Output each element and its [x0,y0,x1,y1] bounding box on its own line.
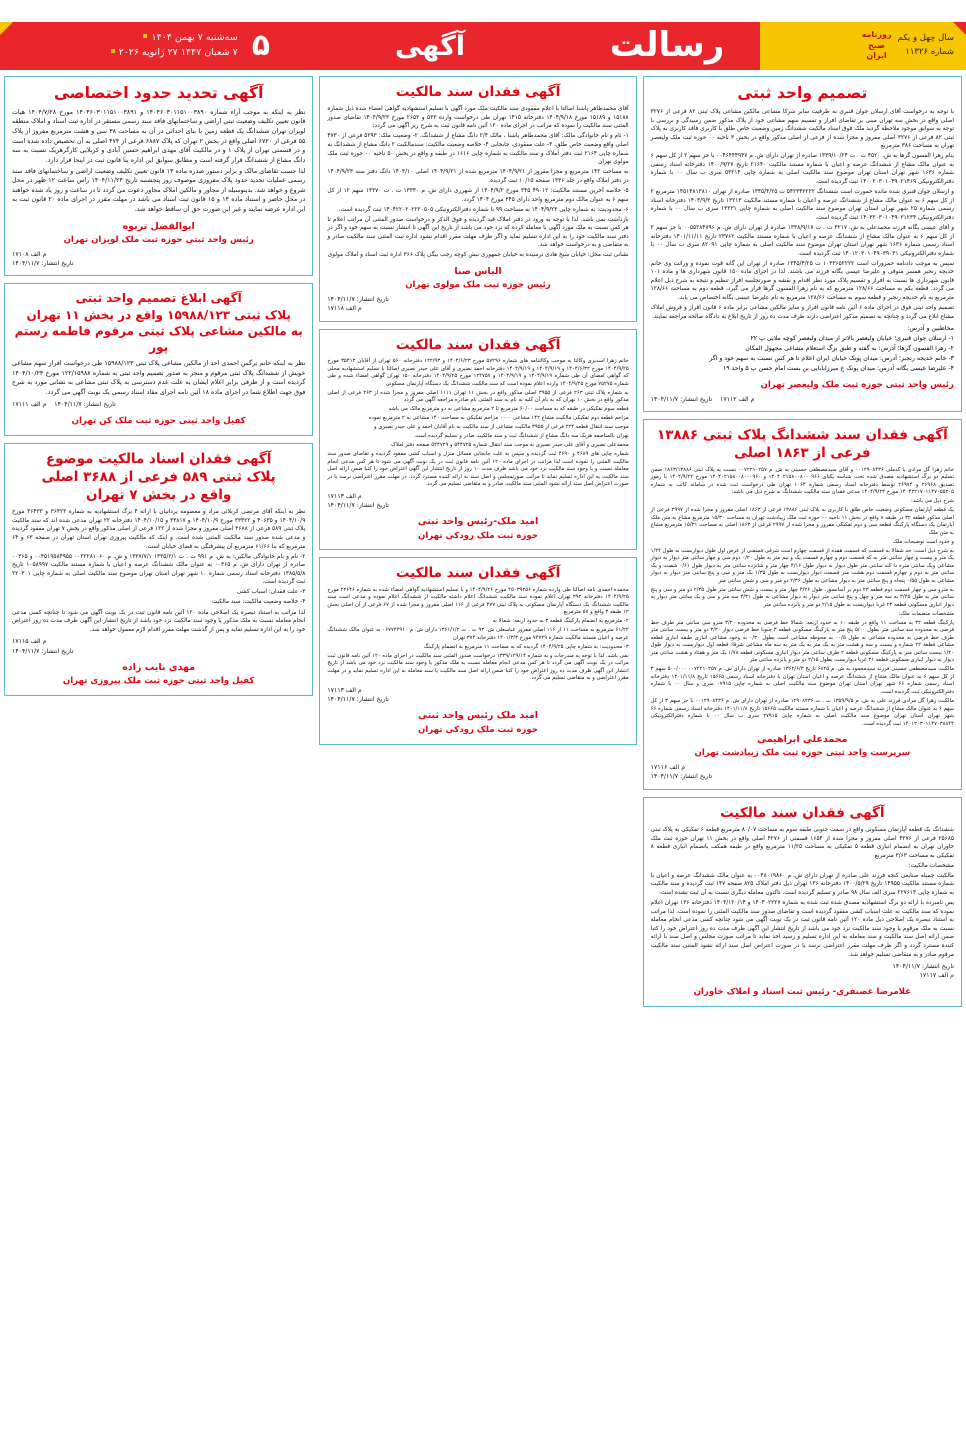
notice-stamps [651,395,954,404]
address-item: ۲- زهرا الفسون گرها؛ آدرس: به گفته و طبق برگ استعلام مشاعی مجهول المکان [745,345,954,353]
corner-decoration-icon [0,22,13,35]
notice-stamps [651,962,954,981]
notice-paragraph: سپس به موجب دادنامه حمرورات است ۱۰۳۳۶۵۲۲۲۲ ت ۱۳۴۵/۴/۲۵ صادره از تهران این گانه قوت نموده و وراثت وی خانم خدیجه رنجبر همسر متوفی و علیرضا عیسی یگانه فرزند می باشند. لذا در اجرای ماده ۱۵۰ قانون شهرداری ها و ماده ۱۰۱ قانون شهرداری ها نسبت به افراز و تقسیم پلاک مورد نظر اقدام و نقشه و صورتجلسه افراز تنظیم و نتیجه به شرح ذیل اعلام می گردد. قطعه یکم به مساحت ۱۲۸/۶۶ مترمربع که به نام زهرا الفسون گرها قرار می گیرد، قطعه دوم به مساحت ۱۲۸/۶۶ مترمربع به نام خدیجه رنجبر و قطعه سوم به مساحت ۱۲۸/۶۶ مترمربع به نام علیرضا عیسی یگانه اختصاص می یابد. [650,260,955,302]
stamp-ref: م الف ۱۷۱۱۱ [12,401,47,409]
notice-paragraph: ۵- خلاصه آخرین مستند مالکیت: ۴۹۰۱۲ ۳۴۵ مورخ ۱۴۰۴/۹/۲ از شهرری دارای ش. م ۱۳۳۴۰ ت . ت ۱۳۳۷۰ سهم ۱۲ از کل سهم ۶ به عنوان مالک دوم مترمربع واحد دارای ۳۴۵ مورخ ۱۴۰۴ گردد. [327,187,629,203]
stamp-date: تاریخ انتشار: ۱۴۰۴/۱۱/۷ [327,296,389,304]
address-item: ۱- ارسلان جوان قنبری؛ خیابان ولیعصر بالاتر از میدان ولیعصر کوچه ملایی پ ۲۲ [750,335,954,343]
notice-signature [327,515,628,542]
address-heading: مخاطبین و آدرس: [907,325,954,333]
stamp-ref: م الف ۱۷۱۱۳ [327,492,362,500]
notice-paragraph: ۶۱/۲۲ مترمربع به مساحت ۱۱ از ۱۱۶ اصلی مفروز عباسعلی ش. ۹۳ ت . ت ۱۳۶۱/۱/۲ دارای ش. م ۰۶۷۷۴۴۹۱۰ به عنوان مالک ششدانگ عرصه و اعیان مستند مالکیت شماره ۷۴۷۲۹ مورخ ۱۴۰۱/۳/۳ دفترخانه ۳۷۴ تهران [327,627,629,641]
notice-paragraph: بازداشت نمی باشد. لذا با توجه به ورود در دفتر املاک قید گردیده و فوق الذکر و درخواست صدور المثنی آن مراتب اعلام تا هر کس نسبت به ملک مورد آگهی یا معامله کرده که نزد خود می باشد از تاریخ این آگهی تا انتشار نسبت به سهم خود و اگر در دفتر سند مالکیت خود را به این اداره تسلیم نماید و اگر ظرف مهلت مقرر اقدام نشود اداره ثبت المثنی سند مالکیت صادر و به متقاضی و به درخواست خواهد شد. [327,216,629,249]
signature-name: مهدی نایب زاده [122,661,196,673]
classified-columns [4,76,962,1436]
signature-role: غلامرضا غضنفری- رئیس ثبت اسناد و املاک خاوران [693,986,912,997]
notice-paragraph: ۴- خلاصه وضعیت مالکیت: سند مالکیت [211,599,306,606]
notice-paragraph: موجب سند انتقال قطعه ۲۲۴ فرعی از ۳۹۵۵ مالکیت مشاعی از سند مالکیت به نام آقایان احمد و علی حیدر نصیری و [374,424,629,431]
notice-title-line: پلاک ثبتی ۱۵۹۸۸/۱۲۳ واقع در بخش ۱۱ تهران [26,307,291,322]
corner-decoration-icon [953,22,966,35]
notice-body [12,508,305,634]
signature-role: کفیل واحد ثبتی حوزه ثبت ملک کن تهران [71,415,246,426]
stamp-ref: م الف ۱۷۱۰۸ [12,250,47,258]
stamp-ref: م الف ۱۷۱۱۵ [12,638,47,646]
notice-paragraph: لذا حسب تقاضای مالک و برابر دستور صدره ماده ۱۳ قانون تعیین تکلیف وضعیت اراضی و ساختمانهای فاقد سند رسمی عملیات تحدید حدود پلاک مفروزی موصوف روز پنجشنبه تاریخ ۱۴۰۴/۱۱/۲۴ راس ساعت ۱۲ ظهر در محل شروع و خواهد شد. بدینوسیله از مجاور و مالکین املاک مجاور دعوت می گردد تا در ساعت و روز یاد شده خواهند در محل حاضر و استناد ماده ۱۴ و ۱۵ قانون ثبت اسناد می باشد در مهلت مقرر در اجرای ماده ۲۰ قانون ثبت به این اداره عرضه نمایند و غیر این صورت حق آن ساقط خواهد شد. [12,167,306,214]
notice-paragraph: مزاحم قطعه دوم تفکیکی مالکیت مشاع ۱۴۲ مشاعی ۰۰۰۰ مزاحم تفکیکی به مساحت ۱۴۰ مشاعی به ۲ مترمربع نموده [368,415,629,422]
date-lines [107,31,238,60]
notice-paragraph: به شرح ذیل است: حد شمالا به قسمت که قسمت هفده از قسمت چهارم است شرقی قسمتی از عرض اول طول دیواریست به طول ۱/۲۴ یک متر و بیست و چهار سانتی متر به که قسمت دوم و چهارم قسمت یک و نیم متر به طول ۰/۲۰ دوم سی و چهار سانتی متر دیوار به دیوار مشاعی ویک سانتی متره دا کند سانتی متر طول دیوار به دیوار طول ۴/۱۶ چهار متر و شانزده سانتی متر به دیوار طول ۰/۶۱ شصت و یک سانتی متر به دوم و چهارم قسمت دوم هشت متر قسمت دیوار دیواریست به طول ۱/۳۵ یک متر و سی و پنج سانتی متر دیوار به دیوار مشاعی به طول ۰/۵۵ پنجاه و پنج سانتی متر به دیوار مشاعی به طول ۲/۳۶ دو متر و سی و شش سانتی متر [650,547,955,584]
signature-name: ابوالفضل تربوه [122,220,195,232]
stamp-ref: م الف ۱۷۱۱۸ [327,305,362,313]
address-item: ۳- خانم خدیجه رنجبر؛ آدرس: میدان پونک خیابان ایران اعلام تا هر کس نسبت به سهم خود و اگر [709,355,954,363]
notice-title-block [12,290,305,355]
notice-signature [12,415,305,428]
notice-paragraph: ۲- نام و نام خانوادگی مالکین: به ش. م ۹۹۱ ت . ت ۱۳۳۵/۲/۱ ۱۳۲۷/۷/۱ و ش. م ۰۰۳۲۲۸۱۰۶۰ ۰۰۴۵۱۹۵۸۴۹۵۵ و ۰۰۳۶۵ صادره از تهران دارای ش. م ۰۰۳۶۵ به عنوان مالک ششدانگ عرصه و اعیان با شماره مستند مالکیت ۱۰۵۸۹۹۷ تاریخ ۱۳۸۵/۵/۸ دفترخانه اسناد رسمی شماره ۱۰ شهر تهران استان تهران موضوع سند مالکیت اصلی به شماره چاپی ۲۲۰۳۰۱ ثبت گردیده است. [12,553,306,586]
notice-body [327,358,628,489]
notice-paragraph: با توجه به درخواست آقای ارسلان جوان قنبری به طرفیت سایر شرکا مشاعی مالکین مشاعی پلاک ثبتی ۸۲ فرعی از ۳۲۷۶ اصلی واقع در بخش سه تهران مبنی بر تقاضای افراز و تقسیم سهم مشاعی خود از پلاک مذکور ضمن رسیدگی و بررسی با توجه به سوابق موجود ملاحظه گردید ملک فوق اسناد مالکیت ششدانگ زمین وضعیت خاص طلق با کاربری فاقد کاربری به پلاک ثبتی ۸۲ فرعی از ۳۲۷۶ اصلی مفروز و مجزا شده از فرعی از اصلی مذکور واقع در بخش ۳ ناحیه ۰۰ حوزه ثبت ملک ولیعصر تهران به مساحت ۳۸۶ مترمربع [650,108,955,150]
notice-address-list [651,324,954,374]
notice-title-line: پلاک ثبتی ۵۸۹ فرعی از ۳۶۸۸ اصلی [41,468,276,485]
bullet-icon [111,49,115,53]
notice-paragraph: آقای محمدطاهر پاشنا اصالتا با اعلام مفقودی سند مالکیت ملک مورد آگهی با تسلیم استشهادیه گواهی امضاء شده ذیل شماره ۱۵۱۸۸ و ۱۵۱۸۹ مورخ ۱۴۰۴/۹/۱۸ دفترخانه ۱۴۱۵ تهران طی درخواست وارده ۵۲۳ و ۲۶۵۲ مورخ ۱۴۰۴/۹/۲۳ تقاضای صدور المثنی سند مالکیت را نموده که مراتب در اجرای ماده ۱۲۰ آئین نامه قانون ثبت به شرح زیر آگهی می گردد: [327,106,629,130]
signature-role: رئیس واحد ثبتی حوزه ثبت ملک لویزان تهران [63,234,254,245]
notice-paragraph: ۳- علت فقدان: اسباب کشی [236,589,306,596]
year-label: سال چهل و یکم [897,33,954,44]
signature-role: حوزه ثبت ملک رودکی تهران [418,724,538,735]
notice-body [651,826,954,959]
brand-banner [574,22,760,70]
notice-paragraph: محمدعلی نصیری و آقای علی حیدر نصیری به موجب سند انتقال شماره ۵۴۴۷۲۵ و ۵۴۴۷۲۹ صفحه دفتر املاک [391,442,629,449]
notice-stamps [12,637,305,656]
notice-paragraph: ۱- نام و نام خانوادگی مالک: آقای محمدطاهر پاشنا ، مالک ۲/۴ دانگ مشاع از ششدانگ، ۲- وضعیت ملک: ۵۲۹۳ فرعی از ۴۷۳۰ اصلی واقع وضعیت خاص طلق، ۳- علت مفقودی، جابجایی ۴- خلاصه وضعیت مالکیت: سندمالکیت ۲ دانگ مشاع از ششدانگ به شماره چاپی ۲۱۶۴ ثبت دفتر املاک و سند مالکیت به شماره چاپی ۱۶۱۶ در طبقه و واقع در بخش ۵۰ ناحیه ۰۰ حوزه ثبت ملک مولوی تهران [327,133,629,166]
paper-logo-line-1: روزنامه [861,29,892,39]
paper-logo [862,30,892,62]
notice-body [327,587,628,683]
notice-body [651,108,954,321]
notice-paragraph: مالکیت سیدمصطفی حسینی فرزند سیدمحمود به ش. م ۶۸۲۵ تاریخ ۱۳۶۲/۶/۳ صادره از تهران دارای ش. م ۰۰۷۲۲۱۰۲۵۷ ۵۰۰/۰۰۰ سهم ۳ از کل سهم ۶ به عنوان مالک مشاع از ششدانگ عرصه و اعیان استان تهران با دفترخانه اسناد رسمی ۱۵۶۶۵ تاریخ ۱۴۰۱/۱۱/۸ دفترخانه اسناد رسمی شماره ۶۶ شهر تهران استان تهران موضوع سند مالکیت اصلی به شماره چاپی ۰۷۹۱۵ سری و سال ۰۰ با شماره دفترالکترونیکی ثبت گردیده است. [650,666,955,695]
notice-paragraph: ششدانگ یک قطعه آپارتمان مسکونی واقع در سمت جنوبی طبقه سوم به مساحت ۸۰/۰۷ مترمربع قطعه ۶ تفکیکی به پلاک ثبتی ۲۵۶۸۵ فرعی از ۴۲۷۶ اصلی مفروز و مجزا شده از ۱۶۵۴ قسمتی از ۴۲۷۶ اصلی واقع در بخش ۱۱ تهران حوزه ثبت ملک خاوران تهران به انضمام انباری قطعه ۵ تفکیکی به مساحت ۱۱/۲۵ مترمربع واقع در طبقه همکف بانضمام انباری قطعه ۸ تفکیکی به مساحت ۳/۶۳ مترمربع [650,827,955,859]
stamp-ref: م الف ۱۷۱۱۳ [327,686,362,694]
notice-paragraph: و ارسلان جوان قنبری شده مانده حمورت است ششدانگ ۵۴۲۳۴۲۲۲۲ ت ۱۳۴۵/۴/۲۵ صادره از تهران ۱۴۵۱۴۸۱۳۸۱۰ مترمربع ۲ از کل سهم ۶ به عنوان مالک مشاع از ششدانگ عرصه و اعیان با شماره مستند مالکیت ۱۳۲۱۳ تاریخ ۱۴۰۳/۹/۳ دفترخانه اسناد رسمی شماره ۲۵ شهر تهران استان تهران موضوع سند مالکیت اصلی به شماره چاپی ۱۳۲۳۱ سری ب سال ۰۰ با شماره دفترالکترونیکی ۱۴۰۳۲۰۳۰۱۰۴۹۰۳۱۲۳۴ ثبت گردیده است. [650,189,954,221]
signature-name: محمدعلی ابراهیمی [757,734,848,746]
notice-paragraph: خانم زهرا گل مرادی با کدملی ۰۰۱۲۹۰۸۴۳۶ و آقای سیدمصطفی حسینی به ش. م ۰۰۷۲۲۱۰۲۵۷ نسبت به پلاک ثبتی ۱۸۶۳/۱۳۸۸۶ ضمن تسلیم دو برگ استشهادیه مصدق شده تحت شناسه یکتای ۱۴۰۴۰۲۱۵۸۰۰۸۰۰۰۹۶۶ و ۱۴۰۴۰۲۱۵۸۰۰۸۰۰۰۹۶۰ مورخ ۱۴۰۴/۹/۲۲ با رموز تصدیق ۲۶۹۶۸ و ۲۶۹۷۴ توسط دفترخانه اسناد رسمی شماره ۱۰۶۴ تهران طی درخواست ثبت شده در سامانه کاتب به شماره ۱۴۰۴۲۲۱۷۰۱۱۴۷۰۵۵۳۰۵ مورخ ۱۴۰۴/۹/۲۳ مدعی فقدان سند مالکیت ششدانگ به شرح ذیل می باشد: [650,466,955,496]
date-solar: سه‌شنبه ۷ بهمن ۱۴۰۴ [151,32,238,44]
signature-role: سرپرست واحد ثبتی حوزه ثبت ملک زیبادشت تهران [694,748,911,759]
section-title: آگهی [394,30,466,62]
notice-card [319,329,636,551]
notice-paragraph: لذا مراتب به استناد تبصره یک اصلاحی ماده ۱۲۰ آئین نامه قانون ثبت در یک نوبت آگهی می شود تا چنانچه کسی مدعی انجام معامله نسبت به ملک مذکور یا وجود سند مالکیت نزد خود باشد از تاریخ انتشار این آگهی ظرف مدت ده روز اعتراض خود را به این اداره تسلیم نماید و پس از گذشت مهلت مقرر اقدام لازم معمول خواهد شد. [12,609,306,633]
notice-card [319,557,636,744]
paper-logo-line-3: ایران [866,51,887,61]
notice-signature [651,733,954,760]
stamp-date: تاریخ انتشار: ۱۴۰۴/۱۱/۷ [54,401,116,409]
notice-paragraph: پس نامبرده با ارائه دو برگ استشهادیه مصدق شده ثبت شده به شماره ۱۴۰۴۰۲۲۲۷ و ۱۴۰۴/۱۲۰/۱۴ دفترخانه ۱۳۶ تهران اعلام نموده که سند مالکیت به علت اسباب کشی مفقود گردیده است و تقاضای صدور سند مالکیت المثنی را نموده است. لذا مراتب به استناد تبصره یک اصلاحی ذیل ماده ۱۲۰ آئین نامه قانون ثبت در یک نوبت آگهی می شود چنانچه کسی مدعی انجام معامله نسبت به ملک مرقوم یا وجود سند مالکیت نزد خود می باشد از تاریخ انتشار این آگهی ظرف مدت ده روز اعتراض خود را کتبا ضمن ارائه اصل سند مالکیت و سند معامله به این اداره تسلیم و رسید اخذ نماید تا مراتب صورت مجلس و اصل سند با ارائه کننده مسترد گردد و اگر ظرف مهلت مقرر اعتراضی نرسد یا در صورت اعتراض اصل سند ارائه نشود المثنی سند مالکیت مرقوم صادر و به متقاضی تسلیم خواهد شد. [650,900,954,958]
notice-stamps [327,295,628,314]
signature-name: امید ملک رئیس واحد ثبتی [418,710,538,722]
column-2 [319,76,636,1436]
address-item: ۴- علیرضا عیسی یگانه آدرس: میدان پونک خ میرزابابایی بن بست امام حسن پ ۵ واحد ۱۹ [722,364,954,372]
column-1 [643,76,962,1436]
notice-paragraph: ۶- محدودیت: به شماره چاپی ۱۴۰۴/۹/۲۳ به مساحت ۹۹ با شماره دفترالکترونیکی ۱۴۰۴۲۲۰۲۰۲۲۲۰۵۰۵ ثبت گردیده است. [338,206,629,213]
notice-paragraph: مشخصات منضمات ملک: [898,610,954,617]
paper-logo-line-2: صبح [868,40,885,50]
notice-title: آگهی تحدید حدود اختصاصی [53,84,264,102]
notice-card [643,419,962,790]
notice-paragraph: ۲- مترمربع به انضمام پارکینگ قطعه ۳ به حدود اربعه: شمالا به [492,618,629,625]
issue-info-block [760,22,966,70]
notice-paragraph: مالکیت جمیله صنایعی کنجه فرزند علی صادره از تهران دارای ش. م ۰۰۴۸۰۱۹۸۶۰ به عنوان مالک ششدانگ عرصه و اعیان با شماره مستند مالکیت ۱۴۹۵۵ تاریخ ۱۴۰۰/۵/۲۹ دفترخانه ۱۳۶ تهران ذیل دفتر املاک ۸۲۵ صفحه ۱۴۷ ثبت گردیده و سند مالکیت به شماره چاپی ۲۲۷۶۱۳ سری الف سال ۹۸ صادر و تسلیم گردیده است. تاکنون معامله دیگری نسبت به آن ثبت نشده است. [650,872,954,897]
notice-paragraph: تصمیم واحد ثبتی فوق در اجرای ماده ۶ آئین نامه قانون افراز و سایر مالکین مشاعی برابر ماده ۶ قانون افراز و فروش املاک مشاع ابلاغ می گردد و چنانچه به تصمیم مذکور اعتراضی دارند ظرف مدت ده روز از تاریخ ابلاغ به دادگاه صالحه مراجعه نمایند. [650,305,954,320]
signature-name: امید ملک-رئیس واحد ثبتی [417,516,539,528]
notice-title-block [12,450,305,505]
stamp-date: تاریخ انتشار: ۱۴۰۴/۱۱/۷ [892,963,954,971]
bullet-icon [143,34,147,38]
stamp-date: تاریخ انتشار: ۱۴۰۴/۱۱/۷ [650,773,713,781]
notice-title-line: واقع در بخش ۷ تهران [86,486,232,503]
signature-role: رئیس واحد ثبتی حوزه ثبت ملک ولیعصر تهران [760,379,954,390]
notice-signature [651,379,954,392]
notice-body [12,108,305,215]
notice-paragraph: و حدود است توضیحات ملک [892,538,954,545]
notice-paragraph: شماره چاپی های ۴۶۸۹ و ۴۶۹۰ ثبت گردیده و سپس به علت جابجایی مسائل منزل و اسباب کشی مفقود گردیده و تقاضای صدور سند مالکیت المثنی را نموده است لذا مراتب در اجرای ماده ۱۲۰ آئین نامه قانون ثبت در یک نوبت آگهی می شود تا هر کس مدعی انجام معامله نسبت و یا وجود سند مالکیت نزد خود می باشد ظرف مدت ۱۰ روز از تاریخ انتشار این آگهی اعتراض خود را کتبا ضمن ارائه اصل سند مالکیت به این اداره تسلیم نماید تا مراتب صورتمجلس و اصل سند به ارائه کننده مسترد گردد. در مهلت مقرر اعتراضی نرسد یا در صورت اعتراض اصل سند ارائه نشود المثنی سند مالکیت صادر و به متقاضی تسلیم می گردد. [327,451,629,488]
notice-title: آگهی فقدان سند ششدانگ پلاک ثبتی ۱۳۸۸۶ فرعی از ۱۸۶۳ اصلی [656,427,948,462]
signature-role: رئیس حوزه ثبت ملک مولوی تهران [405,280,551,291]
notice-paragraph: مشخصات مالکیت: [908,862,954,869]
notice-body [327,105,628,260]
issue-lines [898,32,966,59]
notice-paragraph: نظر به اینکه خانم نرگس احمدی احد از مالکین مشاعی پلاک ثبتی ۱۵۹۸۸/۱۲۳ طی درخواست افراز سهم مشاعی خویش از ششدانگ پلاک ثبتی مرقوم و منجر به صدور تصمیم واحد ثبتی به شماره ۱۲۲/۱۵۹۸۸ مورخ ۱۴۰۴/۱۰/۲۴ گردیده است و از طرفی برابر اعلام ایشان به علت عدم دسترسی به پلاک ثبتی مشاعی به نشانی مورد به شرح فوق جهت اطلاع شما در اجرای ماده ۱۸ آئین نامه اجرای مفاد اسناد رسمی یک نوبت آگهی می گردد. [12,360,306,396]
issue-label: شماره ۱۱۳۲۶ [905,46,954,57]
stamp-date: تاریخ انتشار: ۱۴۰۴/۱۱/۷ [327,502,389,510]
notice-paragraph: تهران بالمناصفه هریک سه دانگ مشاع از ششدانگ ثبت و سند مالکیت صادر و تسلیم گردیده است. [413,433,629,440]
notice-card [643,76,962,412]
notice-card [4,76,313,276]
masthead [0,0,966,72]
stamp-date: تاریخ انتشار: ۱۴۰۴/۱۱/۷ [650,395,713,403]
notice-signature [327,709,628,736]
notice-title: آگهی فقدان سند مالکیت [395,565,561,582]
notice-card [319,76,636,322]
stamp-ref: م الف ۱۷۱۱۷ [919,972,954,980]
stamp-date: تاریخ انتشار: ۱۴۰۴/۱۱/۷ [12,260,74,268]
signature-role: حوزه ثبت ملک رودکی تهران [418,530,538,541]
notice-paragraph: نظر به اینکه آقای مرتضی کربلائی مراد و معصومه یزدانیان با ارائه ۴ برگ استشهادیه به شماره ۳۶۴۲۳ و ۳۶۴۳۳ مورخ ۱۴۰۴/۱۰/۹ و ۴۰۶۳۵ و ۳۳۳۲۲ مورخ ۱۴۰۴/۱۰/۹ و ۳۳۸۱۷ و ۱۴۰۴/۱۰/۱۵ دفترخانه ۲۲ تهران مدعی شده اند که سند مالکیت پلاک ثبتی ۵۸۹ فرعی از ۳۶۸۸ اصلی مفروز و مجزا شده از ۱۲۲ فرعی از اصلی مذکور واقع در بخش ۷ تهران مفقود گردیده و مدعی شده صدور سند مالکیت المثنی شده است. و اینک که مالکیت پیروزی تهران استان تهران در صفحه ۶۳ و ۶۴ مترمربع که بنا ۶۱/۶۶ مترمربع آن پیشرفتگی به فضای خیابان است. [12,509,306,550]
notice-paragraph: پارکینگ قطعه ۳۲ به مساحت ۱۱ واقع در طبقه ۱۰ به حدود اربعه: شمالا خط فرضی به محدوده ۳/۲۰ مترو سی سانتی متر طرف خط فرضی به محدوده سه سانتی متر بطول ۵/۰۰ پنج متر به پارکینگ مسکونی قطعه ۳ جنوبا خط فرضی دیوار ۳/۲۰ دو متر و بیست سانتی متر طرف خط فرضی به محدوده مشاعی به طول ۰۰/۵ به محوطه مشاعی است بطول ۰/۳۰ به وجود مشاعی انباری طبقه انباری قطعه مشاعی قطعه ۲۲ شماره و بیست و سه و هشت متر به یک متر به یک متر به سه ماه مشاعی شرقا: قطعه اول دیواریست به دیوار طول ۱/۲۰ بیست سانتی متر به پارکینگ مسکونی قطعه ۲ طرف سانتی متر دیوار انباری مسکونی قطعه ۱/۷۸ یک متر و هفتاد و هشت سانتی متر دیوار به دیوار انباری مسکونی قطعه ۳۱ غربا دیواریست بطول ۲/۱۵ دو متر و پانزده سانتی متر [650,619,955,664]
notice-card [4,443,313,696]
notice-paragraph: به مترو سی و چهار قسمت دوم قطعه ۲۳ دوم بر آسانسور، طول ۴/۲۶ چهار متر و بیست و شش سانتی متر طول ۲/۳۵ دو متر و سی و پنج سانتی متر به طول ۳/۴۵ به سه متر و چهل و پنج سانتی متر دیوار به دیوار مشاعی به طول ۳/۳۱ سه متر و سی و یک سانتی متر دیوار به دیوار انباری مسکونی قطعه ۲۳ غربا دیواریست به طول ۲/۱۵ دو متر و پانزده سانتی متر [650,586,954,608]
notice-paragraph: نمی باشد. لذا با توجه به مندرجات و به شماره ۱۳۳۹/۱۲۹/۱۴ درخواست صدور المثنی سند مالکیت در اجرای ماده ۱۲۰ آئین نامه قانون ثبت مراتب در یک نوبت آگهی می گردد تا هر کس مدعی انجام معامله نسبت به ملک مذکور یا وجود سند مالکیت نزد خود می باشد از تاریخ انتشار این آگهی ظرف مدت ده روز اعتراض خود را کتبا ضمن ارائه اصل سند مالکیت یا سند معامله به این اداره تسلیم نماید و در مهلت مقرر اعتراضی و به متقاضی تسلیم می گردد. [327,652,629,682]
notice-title-line: به مالکین مشاعی پلاک ثبتی مرقوم فاطمه رستم پور [14,323,303,354]
notice-paragraph: شرح ذیل می باشد: [910,498,954,505]
notice-paragraph: بنام زهرا الفسون گرها به ش. ۴۵۲۰ ت . ت ۱۳۳۹/۱۰/۲۴ صادره از تهران دارای ش. م ۰۰۴۶۴۴۴۹۴۷ با جز سهم ۲ از کل سهم ۶ به عنوان مالک مشاع از ششدانگ عرصه و اعیان با شماره مستند مالکیت ۲۱۶۴۰ تاریخ ۱۴۰۰/۹/۲۷ دفترخانه اسناد رسمی شماره ۱۶۳۶ شهر تهران استان تهران موضوع سند مالکیت اصلی به شماره چاپی ۵۳۲۱۴ سری ب سال ۰۰ با شماره دفترالکترونیکی ۱۴۰۰۲۰۳۰۱۰۴۹۰۲۱۴۶۹ ثبت گردیده است. [650,153,954,186]
signature-name: الیاس صبا [454,266,502,278]
signature-role: کفیل واحد ثبتی حوزه ثبت ملک پیروزی تهران [62,676,255,687]
notice-stamps [651,763,954,782]
notice-title-line: آگهی فقدان اسناد مالکیت موضوع [45,450,272,467]
notice-body [651,467,954,729]
notice-body [12,359,305,397]
notice-title: آگهی فقدان سند مالکیت [395,84,561,100]
column-3 [4,76,313,1436]
notice-paragraph: به شماره پلاک ثبتی ۲۶۳ فرعی از ۳۹۵۵ اصلی مذکور واقع در بخش ۱۱ تهران ۱۱۱۱ اصلی مفروز و مجزا شده از ۲۶۳ فرعی از اصلی مذکور واقع در بخش ۱۰ تهران که به نام آن کلیه به نام به سند المثنی نام صادره مراجعه آگهی می گردد [327,389,629,404]
notice-signature [12,220,305,247]
date-lunar-greg: ۷ شعبان ۱۴۴۷ ۲۷ ژانویه ۲۰۲۶ [118,47,238,58]
notice-stamps [12,250,305,269]
notice-signature [327,265,628,292]
stamp-ref: م الف ۱۷۱۱۲ [720,395,755,403]
notice-signature [12,661,305,688]
bullet-icon [958,48,962,52]
notice-stamps [327,686,628,705]
notice-paragraph: خانم زهرا اسدیری وکالتا به موجب وکالتنامه های شماره ۵۷۲۹۶ مورخ ۱۴۰۴/۶/۲۳ و ۱۲۲/۹۳ دفترخانه ۵۶۰ تهران از آقایان ۳۵۴۱۳ مورخ ۱۴۰۴/۹/۲۵ مورخ ۱۴۰۴/۶/۳۲ و ۱۴۰۴/۹/۱۹ و ۱۴۰۴/۹/۱۹ دفترخانه احمد نصیری و آقای علی حیدر نصیری اصالتا با تسلیم استشهادیه محلی که گواهی امضای آن طی شماره ۱۴۰۴/۹/۱۹ و ۱۴۰۴/۹/۱۹ و ۱۲۴۷۵۷ مورخ ۱۴۰۴/۹/۲۵ دفترخانه ۱۵۰ تهران گواهی امضاء شده و طی شماره ۷۵۲۷۵ مورخ ۱۴۰۴/۹/۲۵ وارده اعلام نموده است که سند مالکیت ششدانگ یک دستگاه آپارتمان مسکونی [327,358,629,387]
notice-card [643,797,962,1007]
notice-paragraph: نشانی ثبت محل: خیابان شیخ هادی نرسیده به خیابان جمهوری نبش کوچه رجب بیگی پلاک ۳۶۶ اداره ثبت اسناد و املاک مولوی [327,252,629,259]
notice-paragraph: محمده احمدی نامه اصالتا طی وارده شماره ۴۵۰۳۹۲۵۶ مورخ ۱۴۰۴/۹/۲۶ و با تسلیم استشهادیه گواهی امضاء شده به شماره ۲۲۶۴۶ مورخ ۱۴۰۴/۹/۲۵ دفترخانه ۳۹۲ تهران اعلام نموده سند مالکیت ششدانگ اعلام داشته مالکیت از ششدانگ اعلام نموده و مدعی است سند مالکیت ششدانگ یک دستگاه آپارتمان مسکونی به پلاک ثبتی ۴۷۷ فرعی از ۱۱۶ اصلی مفروز و مجزا شده از ۶۷ فرعی از آن اصلی بخش ۱۲ طبقه ۳ واقع و ۵۷ مترمربع [327,586,629,616]
stamp-date: تاریخ انتشار: ۱۴۰۴/۱۱/۷ [327,696,389,704]
notice-title: آگهی فقدان سند مالکیت [720,804,885,821]
stamp-ref: م الف ۱۷۱۱۶ [650,764,686,772]
notice-paragraph: مالکیت زهرا گل مرادی فرزند علی به ش. م ۱۳۵۹/۹/۵ ت . ت ۱۲۹۰۸۴۳۶ صادره از تهران دارای ش. م ۰۰۱۲۹۰۸۴۳۶ با جز سهم ۳ از کل سهم ۶ به عنوان مالک مشاع از ششدانگ عرصه و اعیان با شماره مستند مالکیت ۱۵۶۶۵ تاریخ ۱۴۰۱/۱۱/۸ دفترخانه اسناد رسمی شماره ۶۶ شهر تهران استان تهران موضوع سند مالکیت اصلی به شماره چاپی ۲۷۹۱۵ سری ب سال ۰۰ با شماره دفترالکترونیکی ۱۴۰۱۲۰۳۰۱۱۴۷۰۳۸۸۴۴ ثبت گردیده است. [650,697,954,727]
notice-card [4,283,313,435]
notice-paragraph: ۳- محدودیت: به شماره چاپی ۱۴۰۴/۹/۲۵ گردیده که به مساحت ۱۱ مترمربع به انضمام پارکینگ [423,643,629,650]
notice-stamps [327,492,628,511]
date-block [0,22,286,70]
notice-paragraph: به مساحت ۱۴۲ مترمربع و مجزا مفروز از ۱۴۰۴/۹/۲۱ مترمربع شده از ۱۴۰۴/۹/۲۱ اصلی ۱۴۰۴/۱۰ دانگ دفتر سند ۱۴۰۴/۹/۲۳ در دفتر املاک واقع در جلد ۱۳۳۶ صفحه ۱۰/۱۵ ثبت گردیده. [327,169,629,184]
notice-title-line: آگهی ابلاغ تصمیم واحد ثبتی [75,291,242,306]
page-number: ۵ [251,28,270,63]
notice-paragraph: و آقای عیسی یگانه فرزند محمدعلی به ش. ۳۲۱۷ ت . ت ۱۳۳۸/۹/۱۷ صادره از تهران دارای ش. م ۰۰۵۵۲۸۴۷۹۶ با جز سهم ۲ از کل سهم ۶ به عنوان مالک مشاع از ششدانگ عرصه و اعیان با شماره مستند مالکیت ۲۳۷۶۲ تاریخ ۱۴۰۱/۱۱/۱۱ دفترخانه اسناد رسمی شماره ۱۶۳۶ شهر تهران استان تهران موضوع سند مالکیت اصلی به شماره چاپی ۸۲۰۹۱ سری ب سال ۰۰ با شماره دفترالکترونیکی ۱۴۰۱۲۰۳۰۱۰۴۹۰۳۹۰۳۱ ثبت گردیده است. [650,224,954,257]
notice-paragraph: قطعه سوم تفکیکی در طبقه که به مساحت ۶۰/۰۰ مترمربع تا ۲ مترمربع مشاعی به دو مترمربع مالک می باشد [388,406,629,413]
notice-stamps [12,400,305,409]
notice-title: تصمیم واحد ثبتی [737,84,868,102]
notice-paragraph: نظر به اینکه به موجب آراء شماره ۱۴۰۴۶۰۳۰۱۱۵۱۰۰۳۸۹۰ و ۱۴۰۴۶۰۳۰۱۱۵۱۰۰۳۸۹۱ مورخ ۱۴۰۴/۷/۲۸ هیات قانون تعیین تکلیف وضعیت ثبتی اراضی و ساختمانهای فاقد سند رسمی مستقر در اداره ثبت اسناد و املاک منطقه لویزان تهران ششدانگ یک قطعه زمین با بنای احداثی در آن به مساحت ۳۸ سی و هشت مترمربع مفروز از پلاک ۵۵ فرعی از ۶۷۲۰ اصلی واقع در بخش ۲ تهران که پلاک ۶۸۸۷ فرعی از ۴۷۴ اصلی به آن تخصیص داده شده است و در قسمتی تهران از پلاک ۱ و در مالکیت آقای مهدی ابراهیم حسین آبادی و کربلایی کارگرهریک نسبت به سه دانگ مشاع از ششدانگ قرار گرفته است و مطابق سوابق این اداره بنا قانون ثبت در اینجا قرار دارد. [12,108,306,164]
stamp-date: تاریخ انتشار: ۱۴۰۴/۱۱/۷ [12,647,74,655]
notice-title: آگهی فقدان سند مالکیت [395,336,561,353]
paper-name: رسالت [609,24,725,65]
notice-signature [651,986,954,999]
notice-paragraph: یک قطعه آپارتمان مسکونی وضعیت خاص طلق با کاربری به پلاک ثبتی ۱۳۸۸۶ فرعی از ۱۸۶۳ اصلی مفروز و مجزا شده از ۲۹۹۷ فرعی از اصلی مذکور قطعه ۳۲ در طبقه ۸ واقع در بخش ۱۱ ناحیه ۰۰ حوزه ثبت ملک زیبادشت تهران به مساحت ۱۵/۳۰ مترمربع مشاع به متن ملک آپارتمان یک دستگاه پارکینگ قطعه سی و دوم تفکیکی مفروز و مجزا شده از ۲۹۹۷ فرعی از ۱۸۶۳ اصلی به مساحت ۱۵/۳۱ مترمربع مشاع به متن ملک [650,507,955,536]
section-banner [286,22,574,70]
